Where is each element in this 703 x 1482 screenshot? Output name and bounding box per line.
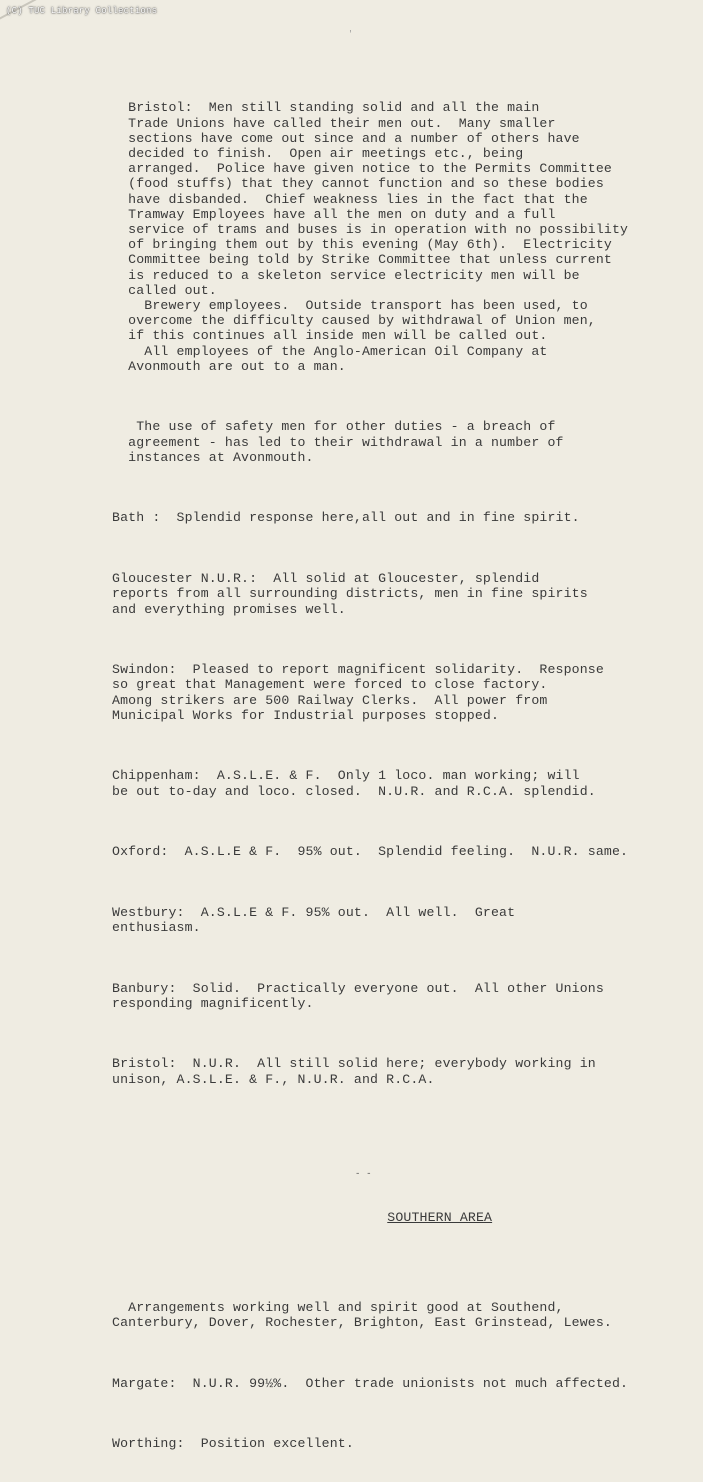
paragraph-chippenham: Chippenham: A.S.L.E. & F. Only 1 loco. man working; will be out to-day and loco. closed. N.U.R. and R.C.A. splendid. [112,768,596,799]
paragraph-banbury: Banbury: Solid. Practically everyone out. All other Unions responding magnificently. [112,980,604,1011]
top-mark: ' [348,30,353,39]
paragraph-bristol: Bristol: Men still standing solid and all the main Trade Unions have called their men out. Many smaller sections have come out since and a number of others have decided to finish. Open air meetings etc., being arranged. Police have given notice to the Permits Committee (food stuffs) that they cannot function and so these bodies have disbanded. Chief weakness lies in the fact that the Tramway Employees have all the men on duty and a full service of trams and buses is in operation with no possibility of bringing them out by this evening (May 6th). Electricity Committee being told by Strike Committee that unless current is reduced to a skeleton service electricity men will be called out. Brewery employees. Outside transport has been used, to overcome the difficulty caused by withdrawal of Union men, if this continues all inside men will be called out. All employees of the Anglo-American Oil Company at Avonmouth are out to a man. [128,100,629,374]
paragraph-margate: Margate: N.U.R. 99½%. Other trade unionists not much affected. [112,1375,629,1391]
paragraph-bath: Bath : Splendid response here,all out and in fine spirit. [112,510,580,526]
paragraph-swindon: Swindon: Pleased to report magnificent solidarity. Response so great that Management were forced to close factory. Among strikers are 500 Railway Clerks. All power from Municipal Works for Industrial purposes stopped. [112,662,604,723]
section-heading-wrap [112,1169,692,1240]
paragraph-southern-arrangements: Arrangements working well and spirit good at Southend, Canterbury, Dover, Rochester, Brighton, East Grinstead, Lewes. [112,1299,612,1331]
document-body [112,70,692,1482]
watermark: (C) TUC Library Collections [6,6,158,16]
paragraph-gloucester: Gloucester N.U.R.: All solid at Gloucester, splendid reports from all surrounding districts, men in fine spirits and everything promises well. [112,571,588,617]
paragraph-bristol-nur: Bristol: N.U.R. All still solid here; everybody working in unison, A.S.L.E. & F., N.U.R. and R.C.A. [112,1056,596,1087]
section-heading: SOUTHERN AREA [387,1209,493,1225]
paragraph-westbury: Westbury: A.S.L.E & F. 95% out. All well. Great enthusiasm. [112,904,516,935]
paragraph-worthing: Worthing: Position excellent. [112,1436,354,1452]
paragraph-oxford: Oxford: A.S.L.E & F. 95% out. Splendid feeling. N.U.R. same. [112,844,629,860]
paragraph-avonmouth: The use of safety men for other duties - a breach of agreement - has led to their withdrawal in a number of instances at Avonmouth. [128,419,564,465]
heading-mark: - - [355,1169,372,1180]
